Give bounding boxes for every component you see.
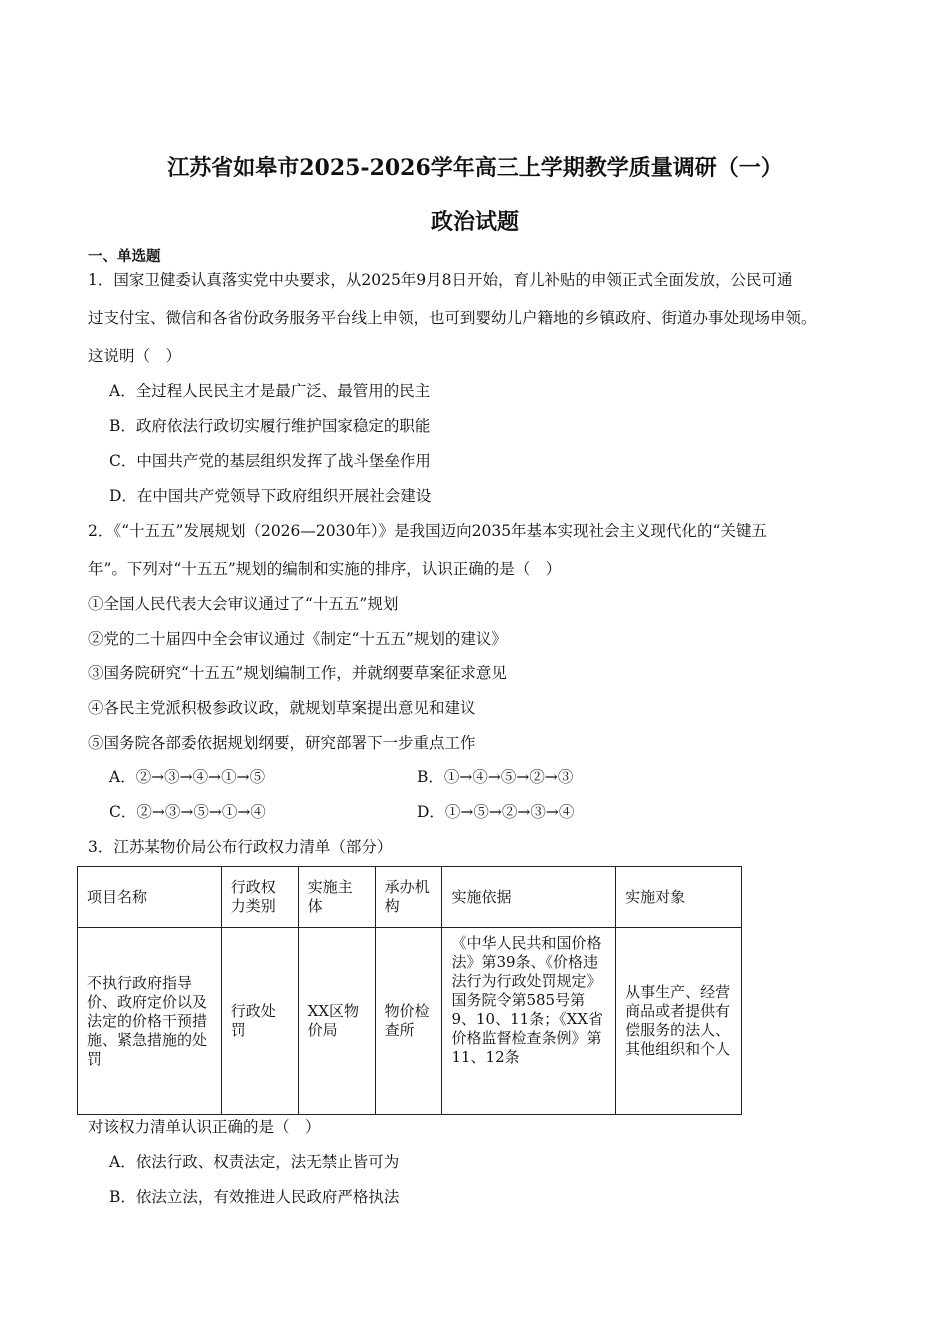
q1-option-c: C．中国共产党的基层组织发挥了战斗堡垒作用 bbox=[109, 452, 431, 470]
table-cell: 行政处罚 bbox=[221, 928, 298, 1115]
power-list-table bbox=[77, 866, 742, 1115]
q2-item-1: ①全国人民代表大会审议通过了“十五五”规划 bbox=[88, 595, 399, 613]
table-cell: 物价检查所 bbox=[375, 928, 442, 1115]
q2-item-2: ②党的二十届四中全会审议通过《制定“十五五”规划的建议》 bbox=[88, 630, 507, 648]
q3-question: 对该权力清单认识正确的是（ ） bbox=[88, 1118, 321, 1136]
q2-option-c: C．②→③→⑤→①→④ bbox=[109, 803, 266, 821]
table-cell: 从事生产、经营商品或者提供有偿服务的法人、其他组织和个人 bbox=[616, 928, 742, 1115]
q2-item-3: ③国务院研究“十五五”规划编制工作，并就纲要草案征求意见 bbox=[88, 664, 507, 682]
q2-line-1: 2．《“十五五”发展规划（2026—2030年）》是我国迈向2035年基本实现社会主义现代化的“关键五 bbox=[88, 522, 767, 540]
q1-option-b: B．政府依法行政切实履行维护国家稳定的职能 bbox=[109, 417, 431, 435]
table-cell: XX区物价局 bbox=[298, 928, 375, 1115]
table-header-cell: 项目名称 bbox=[78, 867, 222, 928]
table-header-cell: 实施对象 bbox=[616, 867, 742, 928]
table-header-row bbox=[78, 867, 742, 928]
q2-option-d: D．①→⑤→②→③→④ bbox=[417, 803, 575, 821]
q2-option-a: A．②→③→④→①→⑤ bbox=[109, 768, 266, 786]
table-header-cell: 承办机构 bbox=[375, 867, 442, 928]
table-cell: 不执行政府指导价、政府定价以及法定的价格干预措施、紧急措施的处罚 bbox=[78, 928, 222, 1115]
q1-line-3: 这说明（ ） bbox=[88, 347, 182, 365]
table-header-cell: 实施主体 bbox=[298, 867, 375, 928]
section-heading: 一、单选题 bbox=[88, 248, 161, 265]
q1-line-1: 1．国家卫健委认真落实党中央要求，从2025年9月8日开始，育儿补贴的申领正式全面发放，公民可通 bbox=[88, 271, 793, 289]
q1-line-2: 过支付宝、微信和各省份政务服务平台线上申领，也可到婴幼儿户籍地的乡镇政府、街道办事处现场申领。 bbox=[88, 309, 817, 327]
table-cell: 《中华人民共和国价格法》第39条、《价格违法行为行政处罚规定》国务院令第585号第9、10、11条；《XX省价格监督检查条例》第11、12条 bbox=[442, 928, 616, 1115]
q1-option-d: D．在中国共产党领导下政府组织开展社会建设 bbox=[109, 487, 432, 505]
table-header-cell: 行政权力类别 bbox=[221, 867, 298, 928]
table-header-cell: 实施依据 bbox=[442, 867, 616, 928]
q1-option-a: A．全过程人民民主才是最广泛、最管用的民主 bbox=[109, 382, 431, 400]
exam-title: 江苏省如皋市2025-2026学年高三上学期教学质量调研（一） bbox=[167, 155, 783, 181]
q3-option-a: A．依法行政、权责法定，法无禁止皆可为 bbox=[109, 1153, 400, 1171]
q2-item-4: ④各民主党派积极参政议政，就规划草案提出意见和建议 bbox=[88, 699, 476, 717]
q3-stem: 3．江苏某物价局公布行政权力清单（部分） bbox=[88, 838, 393, 856]
q2-item-5: ⑤国务院各部委依据规划纲要，研究部署下一步重点工作 bbox=[88, 734, 476, 752]
q2-option-b: B．①→④→⑤→②→③ bbox=[417, 768, 574, 786]
exam-subtitle: 政治试题 bbox=[430, 209, 519, 235]
q2-line-2: 年”。下列对“十五五”规划的编制和实施的排序，认识正确的是（ ） bbox=[88, 560, 562, 578]
table-row bbox=[78, 928, 742, 1115]
q3-option-b: B．依法立法，有效推进人民政府严格执法 bbox=[109, 1188, 400, 1206]
